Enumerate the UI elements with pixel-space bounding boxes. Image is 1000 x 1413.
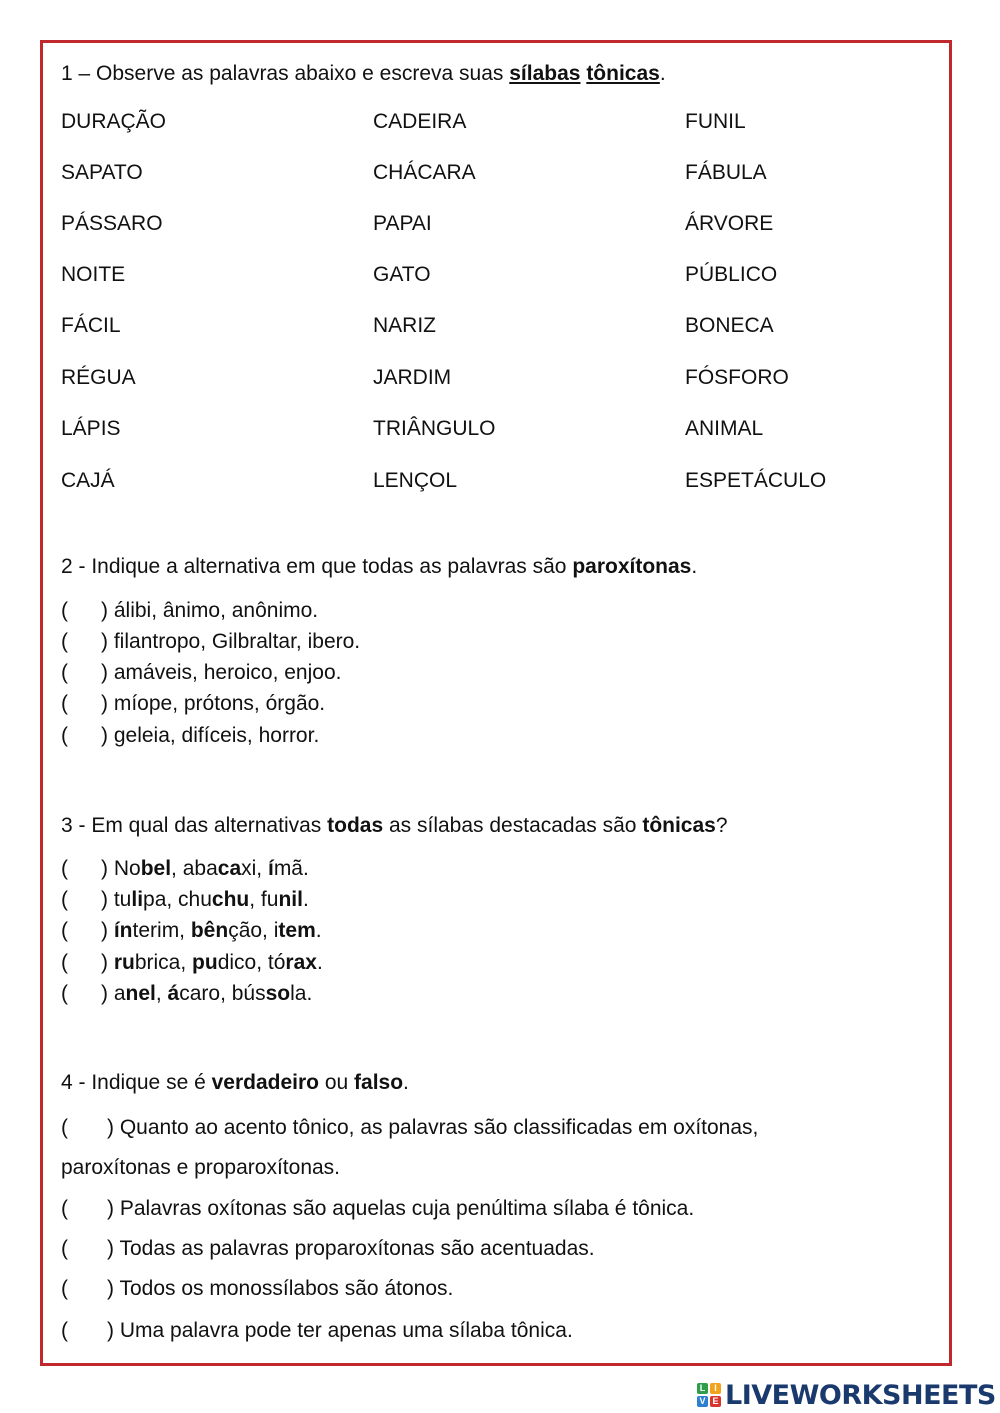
q4-statement[interactable] [61,1196,694,1221]
q2-option[interactable] [61,629,360,654]
q2-option[interactable] [61,723,319,748]
q2-option[interactable] [61,691,325,716]
answer-paren-close: ) [101,724,108,747]
option-text: álibi, ânimo, anônimo. [113,599,319,622]
answer-paren-close: ) [101,919,108,942]
answer-paren-open[interactable]: ( [61,661,68,684]
q1-word: FÓSFORO [685,366,789,389]
q3-option[interactable] [61,856,309,881]
answer-paren-open[interactable]: ( [61,919,68,942]
q1-word: PÚBLICO [685,263,778,286]
q1-word: JARDIM [373,366,452,389]
syllable: No [113,857,141,880]
answer-paren-close: ) [101,630,108,653]
answer-paren-open[interactable]: ( [61,599,68,622]
q3-option[interactable] [61,950,323,975]
q4-statement[interactable] [61,1318,573,1343]
q1-word: BONECA [685,314,774,337]
answer-paren-open[interactable]: ( [61,857,68,880]
q3-title-text: 3 - Em qual das alternativas [61,814,328,837]
q1-word: TRIÂNGULO [373,417,496,440]
answer-paren-open[interactable]: ( [61,888,68,911]
q1-word: ÁRVORE [685,212,774,235]
answer-paren-open[interactable]: ( [61,1237,68,1260]
q4-title-text: 4 - Indique se é [61,1071,212,1094]
syllable: mã. [273,857,309,880]
answer-paren-close: ) [107,1197,114,1220]
q1-word: CADEIRA [373,110,467,133]
q3-bold-todas: todas [327,814,384,837]
option-text [114,888,309,911]
q1-word: ESPETÁCULO [685,469,827,492]
syllable: brica, [134,951,193,974]
q2-title-text: 2 - Indique a alternativa em que todas as palavras são [61,555,573,578]
answer-paren-close: ) [107,1277,114,1300]
highlighted-syllable: chu [211,888,250,911]
highlighted-syllable: nil [278,888,303,911]
highlighted-syllable: tem [278,919,316,942]
answer-paren-close: ) [101,661,108,684]
q4-statement[interactable] [61,1236,595,1261]
q3-title-text: ? [715,814,728,837]
q2-title [61,554,697,579]
q4-title-text: ou [319,1071,355,1094]
q1-bold-silabas: sílabas [509,62,581,85]
answer-paren-open[interactable]: ( [61,1197,68,1220]
statement-text: Uma palavra pode ter apenas uma sílaba tônica. [119,1319,573,1342]
q4-statement[interactable] [61,1276,453,1301]
option-text: amáveis, heroico, enjoo. [113,661,342,684]
highlighted-syllable: ín [113,919,133,942]
statement-text: Todas as palavras proparoxítonas são acentuadas. [119,1237,595,1260]
option-text: míope, prótons, órgão. [113,692,326,715]
q3-option[interactable] [61,918,322,943]
answer-paren-open[interactable]: ( [61,1319,68,1342]
q1-word: CHÁCARA [373,161,476,184]
q1-word: GATO [373,263,431,286]
option-text [114,857,309,880]
highlighted-syllable: ru [113,951,135,974]
q1-suffix: . [659,62,666,85]
highlighted-syllable: bên [190,919,229,942]
q1-word: CAJÁ [61,469,115,492]
answer-paren-close: ) [107,1237,114,1260]
highlighted-syllable: nel [125,982,156,1005]
answer-paren-open[interactable]: ( [61,724,68,747]
q1-word: LENÇOL [373,469,458,492]
highlighted-syllable: ca [217,857,242,880]
syllable: . [316,951,323,974]
q1-word: PAPAI [373,212,432,235]
highlighted-syllable: pu [192,951,218,974]
statement-text: Palavras oxítonas são aquelas cuja penúltima sílaba é tônica. [119,1197,695,1220]
q1-word: ANIMAL [685,417,764,440]
q3-option[interactable] [61,887,309,912]
option-text: filantropo, Gilbraltar, ibero. [113,630,361,653]
syllable: tu [113,888,132,911]
q4-bold-verdadeiro: verdadeiro [211,1071,319,1094]
q1-bold-tonicas: tônicas [586,62,660,85]
answer-paren-close: ) [101,599,108,622]
answer-paren-close: ) [107,1319,114,1342]
syllable: , fu [249,888,279,911]
q3-bold-tonicas: tônicas [642,814,716,837]
answer-paren-open[interactable]: ( [61,982,68,1005]
q1-word: DURAÇÃO [61,110,167,133]
highlighted-syllable: í [267,857,274,880]
syllable: pa, chu [143,888,212,911]
q1-word: PÁSSARO [61,212,163,235]
answer-paren-close: ) [101,857,108,880]
q3-option[interactable] [61,981,312,1006]
syllable: dico, tó [217,951,286,974]
highlighted-syllable: so [265,982,291,1005]
statement-text: Quanto ao acento tônico, as palavras são classificadas em oxítonas, [119,1116,759,1139]
q2-suffix: . [691,555,698,578]
syllable: ção, i [228,919,279,942]
q4-statement[interactable] [61,1115,758,1140]
q4-title-text: . [403,1071,409,1094]
logo-mark-letter: L [697,1383,708,1394]
option-text [114,951,323,974]
syllable: , [155,982,168,1005]
logo-mark-letter: V [697,1396,708,1407]
q4-title [61,1070,409,1095]
answer-paren-close: ) [101,982,108,1005]
highlighted-syllable: li [131,888,144,911]
q1-word: SAPATO [61,161,143,184]
logo-mark-letter: E [710,1396,721,1407]
q1-word: LÁPIS [61,417,121,440]
q1-word: NOITE [61,263,126,286]
answer-paren-open[interactable]: ( [61,1116,68,1139]
q2-bold-paroxitonas: paroxítonas [572,555,692,578]
syllable: caro, bús [179,982,266,1005]
answer-paren-open[interactable]: ( [61,630,68,653]
liveworksheets-logo-icon [697,1383,721,1407]
answer-paren-close: ) [101,888,108,911]
q1-word: NARIZ [373,314,436,337]
q2-option[interactable] [61,660,341,685]
q3-title [61,813,728,838]
syllable: a [113,982,126,1005]
q4-statement-continued: paroxítonas e proparoxítonas. [61,1156,341,1179]
answer-paren-close: ) [101,692,108,715]
logo-mark-letter: I [710,1383,721,1394]
answer-paren-close: ) [101,951,108,974]
option-text [114,982,312,1005]
q1-word: FÁCIL [61,314,121,337]
highlighted-syllable: rax [285,951,317,974]
answer-paren-close: ) [107,1116,114,1139]
syllable: la. [290,982,313,1005]
answer-paren-open[interactable]: ( [61,692,68,715]
highlighted-syllable: á [167,982,180,1005]
syllable: , aba [171,857,218,880]
q3-title-text: as sílabas destacadas são [383,814,643,837]
q1-title-text: 1 – Observe as palavras abaixo e escreva suas [61,62,510,85]
answer-paren-open[interactable]: ( [61,1277,68,1300]
syllable: . [302,888,309,911]
option-text: geleia, difíceis, horror. [113,724,320,747]
answer-paren-open[interactable]: ( [61,951,68,974]
q1-title [61,61,666,86]
q1-word: RÉGUA [61,366,136,389]
option-text [114,919,322,942]
highlighted-syllable: bel [140,857,172,880]
q1-word: FUNIL [685,110,746,133]
q1-word: FÁBULA [685,161,767,184]
q2-option[interactable] [61,598,318,623]
liveworksheets-logo-text: LIVEWORKSHEETS [725,1379,996,1411]
statement-text: Todos os monossílabos são átonos. [119,1277,454,1300]
q4-bold-falso: falso [354,1071,404,1094]
syllable: xi, [241,857,268,880]
syllable: . [315,919,322,942]
liveworksheets-logo[interactable] [697,1378,996,1412]
syllable: terim, [132,919,191,942]
